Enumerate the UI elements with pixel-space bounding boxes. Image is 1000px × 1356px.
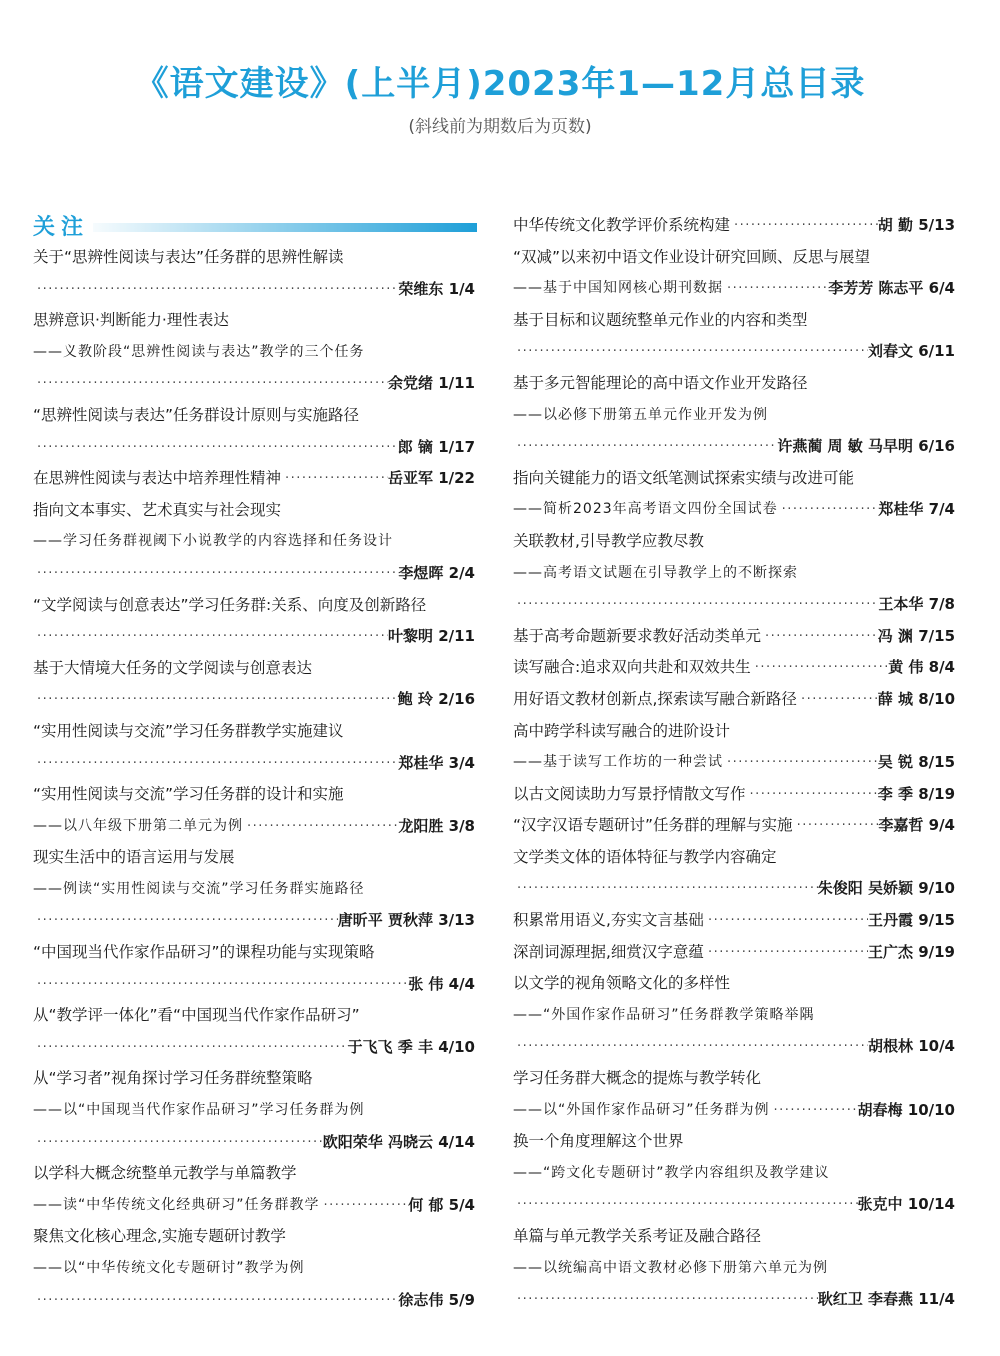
toc-line	[513, 621, 955, 653]
leader-dots	[33, 432, 398, 464]
entry-title: 中华传统文化教学评价系统构建	[513, 216, 731, 234]
entry-subtitle: ——简析2023年高考语文四份全国试卷	[513, 501, 778, 518]
entry-subtitle: ——学习任务群视阈下小说教学的内容选择和任务设计	[33, 533, 393, 550]
toc-line	[513, 1063, 955, 1095]
entry-author-page: 龙阳胜 3/8	[398, 816, 475, 835]
toc-column-left	[33, 206, 475, 1316]
leader-dots	[513, 589, 878, 621]
toc-line	[33, 874, 475, 906]
entry-title: 基于大情境大任务的文学阅读与创意表达	[33, 658, 313, 677]
leader-dots	[33, 748, 398, 780]
leader-dots	[730, 210, 878, 242]
entry-author-page: 郑桂华 7/4	[878, 500, 955, 519]
leader-dots	[704, 905, 868, 937]
entry-author-page: 冯 渊 7/15	[877, 626, 955, 645]
leader-dots	[33, 621, 388, 653]
toc-line	[513, 336, 955, 368]
entry-title: 文学类文体的语体特征与教学内容确定	[513, 847, 777, 866]
toc-line	[513, 1221, 955, 1253]
entry-title: 在思辨性阅读与表达中培养理性精神	[33, 469, 282, 488]
entry-title: 从“教学评一体化”看“中国现当代作家作品研习”	[33, 1006, 360, 1025]
toc-line	[33, 305, 475, 337]
toc-line	[33, 1000, 475, 1032]
entry-author-page: 薛 城 8/10	[877, 689, 955, 708]
entry-title: 关联教材,引导教学应教尽教	[513, 531, 704, 550]
leader-dots	[33, 905, 338, 937]
entry-title: 以古文阅读助力写景抒情散文写作	[513, 784, 746, 803]
toc-line	[33, 368, 475, 400]
toc-line	[513, 1158, 955, 1190]
entry-author-page: 许燕蔺 周 敏 马早明 6/16	[777, 437, 955, 456]
entry-title: 学习任务群大概念的提炼与教学转化	[513, 1069, 762, 1088]
toc-line	[33, 1253, 475, 1285]
leader-dots	[746, 779, 878, 811]
entry-title: 从“学习者”视角探讨学习任务群统整策略	[33, 1069, 313, 1088]
entry-author-page: 李 季 8/19	[877, 784, 955, 803]
toc-line	[513, 1000, 955, 1032]
leader-dots	[778, 494, 879, 526]
entry-author-page: 张克中 10/14	[857, 1195, 955, 1214]
toc-line	[33, 590, 475, 622]
toc-line	[513, 368, 955, 400]
leader-dots	[33, 969, 408, 1001]
leader-dots	[513, 431, 777, 463]
entry-title: “实用性阅读与交流”学习任务群教学实施建议	[33, 721, 344, 740]
entry-author-page: 于飞飞 季 丰 4/10	[347, 1037, 475, 1056]
toc-line	[513, 1189, 955, 1221]
entry-title: 指向关键能力的语文纸笔测试探索实绩与改进可能	[513, 468, 855, 487]
entry-author-page: 耿红卫 李春燕 11/4	[817, 1290, 955, 1309]
entry-subtitle: ——“跨文化专题研讨”教学内容组织及教学建议	[513, 1164, 830, 1181]
entry-subtitle: ——以必修下册第五单元作业开发为例	[513, 406, 768, 423]
toc-line	[513, 810, 955, 842]
toc-line	[33, 432, 475, 464]
toc-line	[33, 463, 475, 495]
leader-dots	[770, 1095, 858, 1127]
toc-line	[513, 1253, 955, 1285]
leader-dots	[723, 747, 878, 779]
entry-author-page: 郑桂华 3/4	[398, 753, 475, 772]
toc-line	[513, 905, 955, 937]
toc-line	[33, 495, 475, 527]
toc-line	[33, 748, 475, 780]
entry-title: 以文学的视角领略文化的多样性	[513, 974, 731, 993]
entry-author-page: 徐志伟 5/9	[398, 1290, 475, 1309]
entry-author-page: 黄 伟 8/4	[888, 658, 955, 677]
toc-line	[33, 811, 475, 843]
toc-line	[513, 1126, 955, 1158]
toc-line	[33, 1158, 475, 1190]
leader-dots	[761, 621, 878, 653]
toc-column-right	[513, 210, 955, 1316]
toc-line	[513, 716, 955, 748]
toc-line	[33, 1063, 475, 1095]
leader-dots	[513, 1284, 818, 1316]
page-title: 《语文建设》(上半月)2023年1—12月总目录	[134, 64, 866, 104]
entry-subtitle: ——基于读写工作坊的一种尝试	[513, 754, 723, 771]
entry-title: “思辨性阅读与表达”任务群设计原则与实施路径	[33, 405, 360, 424]
entry-title: “中国现当代作家作品研习”的课程功能与实现策略	[33, 943, 375, 962]
leader-dots	[33, 368, 388, 400]
toc-line	[33, 526, 475, 558]
entry-subtitle: ——基于中国知网核心期刊数据	[513, 280, 723, 297]
toc-line	[513, 494, 955, 526]
leader-dots	[33, 558, 398, 590]
leader-dots	[751, 652, 888, 684]
leader-dots	[33, 1285, 398, 1317]
toc-line	[513, 1031, 955, 1063]
toc-line	[33, 621, 475, 653]
entry-author-page: 王丹霞 9/15	[867, 911, 955, 930]
toc-line	[33, 274, 475, 306]
entry-author-page: 何 郁 5/4	[408, 1195, 475, 1214]
entry-author-page: 郎 镝 1/17	[397, 437, 475, 456]
toc-line	[513, 873, 955, 905]
entry-subtitle: ——以统编高中语文教材必修下册第六单元为例	[513, 1259, 828, 1276]
leader-dots	[281, 463, 388, 495]
entry-author-page: 鲍 玲 2/16	[397, 690, 475, 709]
entry-title: 积累常用语义,夯实文言基础	[513, 911, 704, 930]
leader-dots	[704, 937, 868, 969]
toc-line	[513, 242, 955, 274]
entry-author-page: 吴 锐 8/15	[877, 753, 955, 772]
entry-author-page: 王本华 7/8	[878, 595, 955, 614]
entry-title: 关于“思辨性阅读与表达”任务群的思辨性解读	[33, 248, 344, 266]
toc-line	[513, 400, 955, 432]
entry-title: 用好语文教材创新点,探索读写融合新路径	[513, 689, 797, 708]
entry-author-page: 朱俊阳 吴娇颖 9/10	[817, 879, 955, 898]
toc-line	[513, 273, 955, 305]
entry-author-page: 岳亚军 1/22	[387, 469, 475, 488]
leader-dots	[513, 336, 868, 368]
entry-subtitle: ——以“中国现当代作家作品研习”学习任务群为例	[33, 1102, 365, 1119]
toc-line	[513, 747, 955, 779]
leader-dots	[33, 1127, 323, 1159]
toc-line	[33, 716, 475, 748]
entry-title: 深剖词源理据,细赏汉字意蕴	[513, 942, 704, 961]
entry-title: 现实生活中的语言运用与发展	[33, 848, 235, 867]
entry-title: 基于多元智能理论的高中语文作业开发路径	[513, 373, 808, 392]
toc-line	[513, 842, 955, 874]
entry-title: 读写融合:追求双向共赴和双效共生	[513, 658, 751, 677]
toc-list-left	[33, 242, 475, 1316]
entry-author-page: 胡 勤 5/13	[877, 216, 955, 234]
entry-title: 指向文本事实、艺术真实与社会现实	[33, 500, 282, 519]
leader-dots	[513, 1031, 868, 1063]
leader-dots	[320, 1190, 409, 1222]
toc-line	[513, 558, 955, 590]
toc-line	[33, 842, 475, 874]
toc-line	[33, 684, 475, 716]
entry-author-page: 李煜晖 2/4	[398, 563, 475, 582]
entry-author-page: 李芳芳 陈志平 6/4	[828, 279, 955, 298]
toc-line	[513, 937, 955, 969]
leader-dots	[723, 273, 828, 305]
toc-line	[513, 210, 955, 242]
toc-line	[513, 589, 955, 621]
leader-dots	[513, 873, 818, 905]
toc-line	[33, 1127, 475, 1159]
entry-subtitle: ——高考语文试题在引导教学上的不断探索	[513, 564, 798, 581]
entry-title: 基于高考命题新要求教好活动类单元	[513, 626, 762, 645]
toc-line	[33, 400, 475, 432]
entry-title: 高中跨学科读写融合的进阶设计	[513, 721, 731, 740]
entry-author-page: 荣维东 1/4	[398, 279, 475, 298]
leader-dots	[33, 274, 398, 306]
entry-subtitle: ——例读“实用性阅读与交流”学习任务群实施路径	[33, 880, 365, 897]
toc-line	[33, 337, 475, 369]
entry-title: “文学阅读与创意表达”学习任务群:关系、向度及创新路径	[33, 595, 427, 614]
entry-author-page: 欧阳荣华 冯晓云 4/14	[322, 1132, 475, 1151]
entry-subtitle: ——义教阶段“思辨性阅读与表达”教学的三个任务	[33, 343, 365, 360]
leader-dots	[793, 810, 879, 842]
entry-title: 换一个角度理解这个世界	[513, 1132, 684, 1151]
entry-author-page: 唐昕平 贾秋萍 3/13	[337, 911, 475, 930]
leader-dots	[33, 1032, 348, 1064]
entry-subtitle: ——以“外国作家作品研习”任务群为例	[513, 1101, 770, 1118]
leader-dots	[33, 684, 398, 716]
toc-line	[33, 1285, 475, 1317]
toc-line	[513, 684, 955, 716]
toc-line	[33, 969, 475, 1001]
toc-line	[33, 1190, 475, 1222]
entry-title: 以学科大概念统整单元教学与单篇教学	[33, 1164, 297, 1183]
toc-line	[513, 305, 955, 337]
entry-subtitle: ——读“中华传统文化经典研习”任务群教学	[33, 1196, 320, 1213]
entry-author-page: 胡春梅 10/10	[857, 1100, 955, 1119]
toc-line	[513, 968, 955, 1000]
toc-line	[513, 526, 955, 558]
entry-subtitle: ——“外国作家作品研习”任务群教学策略举隅	[513, 1006, 815, 1023]
entry-subtitle: ——以八年级下册第二单元为例	[33, 817, 243, 834]
toc-line	[33, 779, 475, 811]
toc-line	[33, 653, 475, 685]
entry-title: 聚焦文化核心理念,实施专题研讨教学	[33, 1227, 286, 1246]
toc-line	[513, 1284, 955, 1316]
toc-line	[513, 652, 955, 684]
toc-line	[33, 1032, 475, 1064]
toc-line	[513, 1095, 955, 1127]
section-header	[33, 206, 475, 238]
entry-author-page: 余党绪 1/11	[387, 374, 475, 393]
entry-author-page: 王广杰 9/19	[867, 942, 955, 961]
toc-line	[33, 905, 475, 937]
toc-line	[33, 1095, 475, 1127]
toc-line	[513, 463, 955, 495]
toc-line	[33, 558, 475, 590]
leader-dots	[797, 684, 878, 716]
entry-author-page: 李嘉哲 9/4	[878, 816, 955, 835]
entry-title: 单篇与单元教学关系考证及融合路径	[513, 1227, 762, 1245]
section-header-bar	[77, 223, 477, 232]
entry-title: 思辨意识·判断能力·理性表达	[33, 311, 229, 330]
toc-line	[33, 937, 475, 969]
leader-dots	[513, 1189, 858, 1221]
toc-list-right	[513, 210, 955, 1316]
entry-author-page: 刘春文 6/11	[867, 342, 955, 361]
entry-title: “双减”以来初中语文作业设计研究回顾、反思与展望	[513, 247, 871, 266]
leader-dots	[243, 811, 398, 843]
toc-line	[33, 242, 475, 274]
entry-author-page: 胡根林 10/4	[867, 1037, 955, 1056]
entry-title: 基于目标和议题统整单元作业的内容和类型	[513, 310, 808, 329]
entry-subtitle: ——以“中华传统文化专题研讨”教学为例	[33, 1260, 305, 1276]
entry-title: “实用性阅读与交流”学习任务群的设计和实施	[33, 785, 344, 804]
page-subtitle: (斜线前为期数后为页数)	[408, 117, 592, 137]
entry-title: “汉字汉语专题研讨”任务群的理解与实施	[513, 816, 793, 835]
section-label: 关注	[33, 210, 93, 241]
toc-line	[33, 1221, 475, 1253]
entry-author-page: 张 伟 4/4	[408, 974, 475, 993]
entry-author-page: 叶黎明 2/11	[387, 627, 475, 646]
toc-line	[513, 779, 955, 811]
toc-line	[513, 431, 955, 463]
